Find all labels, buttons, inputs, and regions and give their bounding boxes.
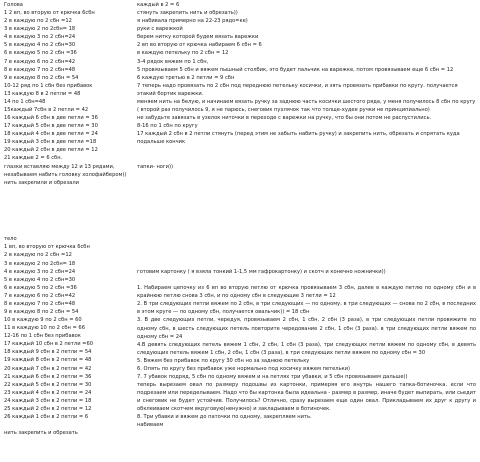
text-line: 13 каждую 8 в 2 петли = 48 — [4, 90, 81, 97]
text-line: глазки вставляю между 12 и 13 рядами, — [4, 163, 115, 170]
text-line: 1. Набираем цепочку из 6 вп во вторую петлю от крючка провязываем 3 сбн, далее в каждую петлю по одному сбн и в крайнюю петлю снова 3 сбн, и по одному сбн в следующие 3 петли = 12 — [137, 285, 478, 300]
text-line: 5. Вяжем без прибавок по кругу 30 сбн но за заднюю петельку — [137, 357, 310, 364]
text-line: 8-16 по 1 сбн по кругу — [137, 123, 198, 130]
text-line — [4, 227, 134, 235]
text-line — [137, 251, 476, 259]
text-line — [137, 227, 476, 235]
text-line — [4, 219, 134, 227]
text-line — [137, 243, 476, 251]
text-line: 26 каждый 1 сбн в 2 петли = 6 — [4, 413, 89, 420]
text-line — [4, 195, 134, 203]
text-line: 6 каждую третью в 2 петли = 9 сбн — [137, 74, 235, 81]
text-line: 18 каждый 4 сбн в две петли = 24 — [4, 131, 98, 138]
text-line: 8 в каждую 7 по 2 сбн=48 — [4, 300, 76, 307]
text-line: 6 в каждую 5 по 2 сбн =36 — [4, 284, 77, 291]
text-line: каждый в 2 = 6 — [137, 2, 180, 8]
text-line — [4, 187, 134, 195]
text-line — [137, 171, 476, 179]
text-line: меняем нить на белую, и начинаем вязать ручку за заднюю часть косички шестого ряда, у меня получилось 8 сбн по кругу ( второй раз получилось 9, я не парюсь, снеговик пухлячок так что толще-худее ручки не принципиально) — [137, 98, 477, 114]
text-line: 17 каждый 10 сбн в 2 петли =60 — [4, 341, 94, 348]
text-line — [137, 187, 476, 195]
text-line: незабываем набить головку холофайбером)) — [4, 171, 127, 178]
head-and-body-pattern-column — [4, 1, 134, 437]
text-line: 20 каждый 7 сбн в 2 петли = 42 — [4, 365, 92, 372]
text-line: 25 каждый 2 сбн в 2 петли = 12 — [4, 405, 92, 412]
text-line: 6 в каждую 5 по 2 сбн =36 — [4, 50, 77, 57]
text-line: тапки- ноги)) — [137, 163, 173, 170]
arms-pattern-column — [137, 1, 476, 292]
text-line: 2 вп во вторую от крючка набираем 6 сбн = 6 — [137, 42, 262, 49]
text-line: в каждую петельку по 2 сбн = 12 — [137, 50, 229, 57]
text-line: 19 каждый 3 сбн в две петли =18 — [4, 139, 97, 146]
text-line: 7 в каждую 6 по 2 сбн=42 — [4, 292, 76, 299]
text-line: 4 в каждую 3 по 2 сбн=24 — [4, 34, 76, 41]
text-line — [137, 154, 476, 162]
text-line: 3 в каждую 2 по 2сбн= 18 — [4, 260, 76, 267]
text-line: нить закрепить и обрезать — [4, 430, 78, 437]
text-line: 19 каждый 8 сбн в 2 петли = 48 — [4, 357, 92, 364]
text-line: 7. 7 убавок подряд, 5 сбн по одному вяжем и на петлях три убавки, и 5 сбн провязываем дальше)) — [137, 374, 408, 381]
text-line: 3-4 рядок вяжем по 1 сбн, — [137, 58, 209, 65]
text-line: 2. В три следующих петли вяжем по 2 сбн, в три следующих — по одному, в три следующих — снова по 2 сбн, в последних в этом круге — по одному сбн, получается овальчик)) = 18 сбн — [137, 301, 478, 316]
text-line — [4, 421, 134, 429]
text-line: 10-12 ряд по 1 сбн без прибавок — [4, 82, 93, 89]
text-line: руки с варежкой — [137, 26, 183, 33]
text-line: 2 в каждую по 2 сбн =12 — [4, 18, 72, 25]
text-line: набиваем — [137, 422, 164, 429]
text-line: 24 каждый 3 сбн в 2 петли = 18 — [4, 397, 92, 404]
text-line: стянуть закрепить нить и обрезать)) — [137, 10, 238, 17]
text-line: теперь вырезаем овал по размеру подошвы из картонки, примеряя его внутрь нашего тапка-ботиночка. если что подрезаем или переделываем. Надо что бы картонка была идеальна - размер в размер, иначе будет выпирать, или сьедит и снеговик не будет устойчив. Получилось? Отлично, сразу вырезаем еще один овал. Прикладываем их друг к другу и обклеиваем скотчем вкруговую(ненужно) и закладываем в ботиночек. — [137, 382, 478, 413]
text-line: 1 вп, во вторую от крючка 6сбн — [4, 244, 90, 251]
feet-pattern-column — [137, 268, 476, 430]
text-line — [137, 219, 476, 227]
text-line: 21 каждый 6 сбн в 2 петли = 36 — [4, 373, 92, 380]
text-line: 11 в каждую 10 по 2 сбн = 66 — [4, 325, 85, 332]
text-line: 9 в каждую 8 по 2 сбн = 54 — [4, 74, 79, 81]
text-line: 1 2 вп, во вторую от крючка 6сбн — [4, 10, 95, 17]
text-line: я набивала примерно на 22-23 рядо=ке) — [137, 18, 248, 25]
text-line — [137, 235, 476, 243]
text-line — [137, 211, 476, 219]
text-line: 5 провязываем 5 сбн и вяжем пышный столбик, это будет пальчик на варежке, потом провязываем еще 6 сбн = 12 — [137, 66, 454, 73]
text-line: 18 каждый 9 сбн в 2 петли = 54 — [4, 349, 92, 356]
text-line: 7 теперь надо провязать по 2 сбн под переднюю петельку косички, и зять провязать прибавки по кругу. получается этакий бортик варежки. — [137, 82, 460, 97]
text-line: 7 в каждую 6 по 2 сбн=42 — [4, 58, 76, 65]
text-line: 8. Три убавки и вяжем до паточки по одному, закрепляем нить. — [137, 414, 312, 421]
text-line: Голова — [4, 2, 23, 8]
text-line: 14 по 1 сбн=48 — [4, 98, 46, 105]
text-line: 6. Опять по кругу без прибавок уже нормально под косичку вяжем петельки) — [137, 365, 351, 372]
text-line — [4, 211, 134, 219]
text-line: 9 в каждую 8 по 2 сбн = 54 — [4, 308, 79, 315]
text-line: 16 каждый 6 сбн в две петли = 36 — [4, 115, 98, 122]
text-line — [137, 203, 476, 211]
text-line: 3 в каждую 2 по 2сбн= 18 — [4, 26, 76, 33]
text-line: готовим картонку ( я взяла тонкий 1-1,5 мм гафрокартонку) и скотч и конечно ножнички)) — [137, 269, 386, 275]
text-line: 21 каждые 2 = 6 сбн. — [4, 155, 63, 162]
text-line: 23 каждый 4 сбн в 2 петли = 24 — [4, 389, 92, 396]
text-line — [137, 179, 476, 187]
text-line — [4, 203, 134, 211]
text-line: 4 в каждую 3 по 2 сбн=24 — [4, 268, 76, 275]
text-line: 2 в каждую по 2 сбн =12 — [4, 252, 72, 259]
text-line: 4.В девять следующих петель вяжем 1 сбн, 2 сбн, 1 сбн (3 раза), три следующих петли вяжем по одному сбн, в девять следующих петель вяжем 1 сбн, 2 сбн, 1 сбн (3 раза), в три следующих петли вяжем по одному сбн = 30 — [137, 341, 478, 356]
text-line: 12-16 по 1 сбн без прибавок — [4, 333, 81, 340]
text-line: нить закрепили и обрезали — [4, 179, 79, 186]
text-line: 17 каждый 5 сбн в две петли = 30 — [4, 123, 98, 130]
text-line: берем нитку которой будем вязать варежки — [137, 34, 259, 41]
text-line: 8 в каждую 7 по 2 сбн=48 — [4, 66, 76, 73]
text-line: 22 каждый 5 сбн в 2 петли = 30 — [4, 381, 92, 388]
text-line: 5 в каждую 4 по 2 сбн=30 — [4, 42, 76, 49]
text-line: 3. В две следующих петли, чередуя, провязываем 2 сбн, 1 сбн, 2 сбн (3 раза), в три следующих петли провяжите по одному сбн, в шесть следующих петель повторите чередование 2 сбн, 1 сбн (3 раза). в три следующих петли вяжем по одному сбн = 24 — [137, 317, 478, 340]
text-line: 5 в каждую 4 по 2 сбн=30 — [4, 276, 76, 283]
text-line — [137, 260, 476, 268]
text-line — [137, 195, 476, 203]
text-line — [137, 146, 476, 154]
text-line: 17 каждый 2 сбн в 2 петли стянуть (перед этим не забыть набить ручку) и закрепить нить, обрезать и спрятать куда подальше кончик — [137, 131, 462, 146]
text-line — [137, 276, 476, 284]
text-line: 10 в каждую 9 по 2 сбн = 60 — [4, 317, 82, 324]
text-line: 20 каждый 2 сбн в две петли = 12 — [4, 147, 98, 154]
text-line: 15каждый 7сбн в 2 петли = 42 — [4, 107, 89, 114]
text-line: тело — [4, 236, 17, 243]
text-line: не забудьте завязать в узелок ниточки в переходе с варежки на ручку, что бы они потом не распустились. — [137, 115, 432, 122]
